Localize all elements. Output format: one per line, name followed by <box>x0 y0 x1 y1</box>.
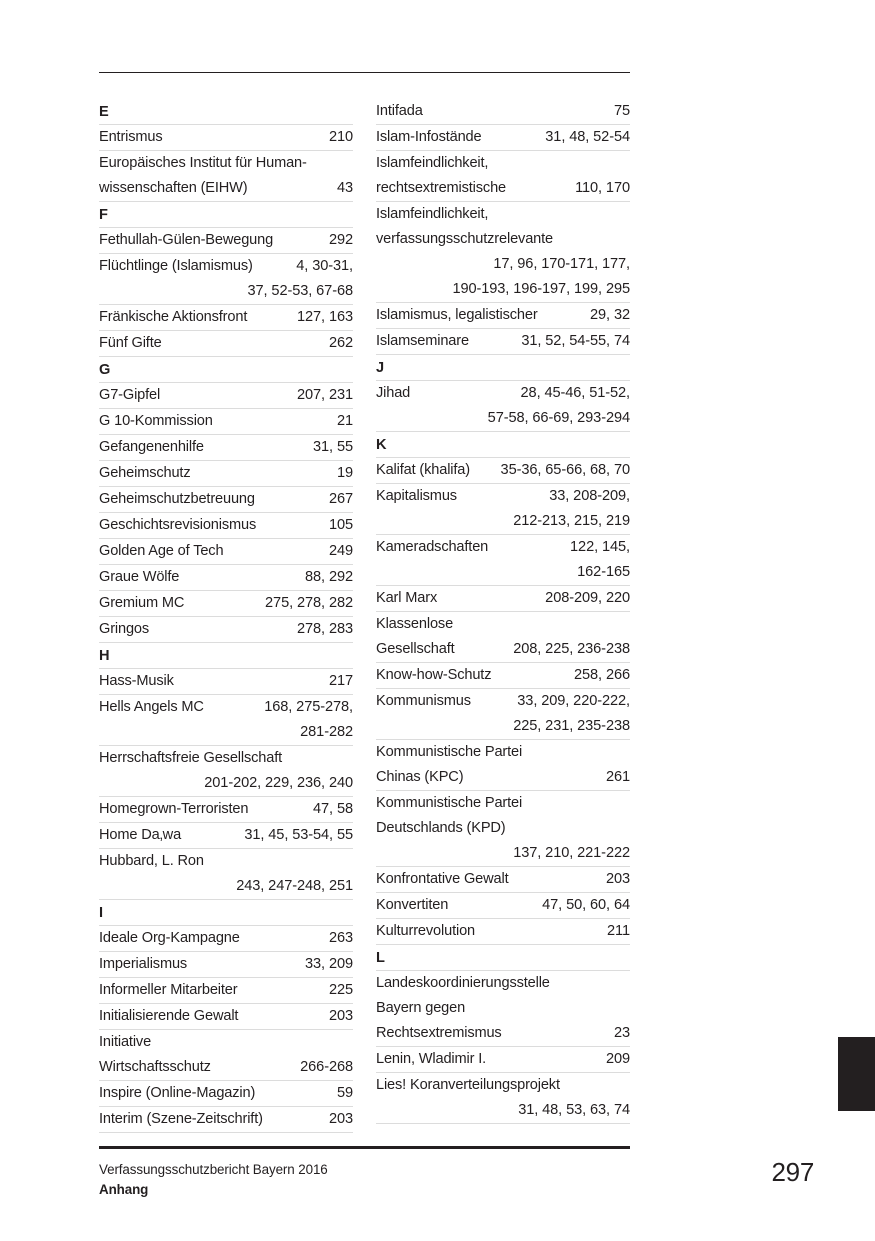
index-letter-heading <box>376 432 630 458</box>
index-entry-pages: 57-58, 66-69, 293-294 <box>487 410 630 426</box>
header-rule <box>99 72 630 73</box>
index-entry-line <box>376 740 630 765</box>
index-entry-term: Jihad <box>376 385 411 401</box>
index-entry <box>99 305 353 331</box>
index-entry-line <box>99 720 353 745</box>
index-entry-pages: 203 <box>605 871 630 887</box>
index-entry-term: Kalifat (khalifa) <box>376 462 470 478</box>
index-entry-line <box>376 125 630 150</box>
index-entry <box>376 919 630 945</box>
index-entry <box>99 1030 353 1081</box>
index-entry-line <box>99 771 353 796</box>
index-entry-pages: 19 <box>336 465 353 481</box>
page-edge-tab <box>838 1037 875 1111</box>
index-entry-line <box>99 797 353 822</box>
index-entry-term: Inspire (Online-Magazin) <box>99 1085 256 1101</box>
index-entry-pages: 243, 247-248, 251 <box>236 878 353 894</box>
index-entry <box>99 1081 353 1107</box>
index-entry-term: Wirtschaftsschutz <box>99 1059 211 1075</box>
index-entry-line <box>99 952 353 977</box>
index-entry-pages: 263 <box>328 930 353 946</box>
index-entry-line <box>376 252 630 277</box>
index-entry-line <box>99 695 353 720</box>
index-entry-line <box>99 125 353 150</box>
index-entry-pages: 122, 145, <box>570 539 630 555</box>
index-entry <box>99 435 353 461</box>
index-entry-pages: 292 <box>328 232 353 248</box>
index-entry-pages: 266-268 <box>300 1059 353 1075</box>
index-entry-pages: 33, 209, 220-222, <box>517 693 630 709</box>
index-entry-line <box>376 560 630 585</box>
index-entry-pages: 31, 55 <box>313 439 353 455</box>
index-entry <box>376 663 630 689</box>
index-entry-line <box>99 591 353 616</box>
index-entry-pages: 201-202, 229, 236, 240 <box>204 775 353 791</box>
index-entry-line <box>99 849 353 874</box>
index-entry-line <box>99 383 353 408</box>
index-letter-label: K <box>376 437 387 453</box>
index-entry-pages: 31, 45, 53-54, 55 <box>244 827 353 843</box>
index-entry-pages: 17, 96, 170-171, 177, <box>493 256 630 272</box>
index-entry-line <box>376 663 630 688</box>
index-entry-term: Know-how-Schutz <box>376 667 492 683</box>
index-entry-term: Home Da‚wa <box>99 827 182 843</box>
index-entry-term: Herrschaftsfreie Gesellschaft <box>99 750 283 766</box>
index-entry-term: Rechtsextremismus <box>376 1025 502 1041</box>
index-entry-term: Gringos <box>99 621 150 637</box>
index-entry <box>376 329 630 355</box>
index-entry-line <box>99 151 353 176</box>
index-entry-line <box>99 435 353 460</box>
index-letter-heading <box>99 643 353 669</box>
index-entry-term: Islamfeindlichkeit, <box>376 155 489 171</box>
index-entry-line <box>99 279 353 304</box>
index-entry-pages: 281-282 <box>300 724 353 740</box>
index-entry-pages: 110, 170 <box>575 180 630 196</box>
index-entry-term: Graue Wölfe <box>99 569 180 585</box>
index-entry <box>99 228 353 254</box>
index-entry-pages: 207, 231 <box>296 387 353 403</box>
index-entry-pages: 225, 231, 235-238 <box>513 718 630 734</box>
index-letter-label: F <box>99 207 108 223</box>
index-entry-pages: 28, 45-46, 51-52, <box>520 385 630 401</box>
index-entry-line <box>99 176 353 201</box>
index-entry <box>99 617 353 643</box>
index-entry-line <box>376 816 630 841</box>
index-entry-line <box>376 689 630 714</box>
index-entry-term: Europäisches Institut für Human- <box>99 155 307 171</box>
index-entry-line <box>99 1055 353 1080</box>
index-entry <box>376 740 630 791</box>
index-entry-line <box>99 669 353 694</box>
index-entry-line <box>99 1004 353 1029</box>
index-entry-line <box>99 823 353 848</box>
index-entry-term: Kommunismus <box>376 693 471 709</box>
index-entry-pages: 23 <box>613 1025 630 1041</box>
index-entry-pages: 275, 278, 282 <box>265 595 353 611</box>
index-entry <box>99 331 353 357</box>
index-entry-pages: 203 <box>328 1111 353 1127</box>
index-entry <box>99 746 353 797</box>
index-letter-heading <box>99 900 353 926</box>
index-entry-pages: 249 <box>328 543 353 559</box>
index-entry-term: Homegrown-Terroristen <box>99 801 249 817</box>
index-letter-heading <box>99 357 353 383</box>
index-entry <box>99 978 353 1004</box>
page-footer <box>99 1160 639 1200</box>
index-entry-line <box>99 254 353 279</box>
index-entry-line <box>99 487 353 512</box>
index-entry-line <box>376 791 630 816</box>
index-entry-line <box>376 996 630 1021</box>
index-entry <box>376 612 630 663</box>
index-entry-line <box>376 202 630 227</box>
index-entry-pages: 212-213, 215, 219 <box>513 513 630 529</box>
index-entry-pages: 47, 58 <box>313 801 353 817</box>
index-entry-term: Geheimschutz <box>99 465 191 481</box>
index-entry-line <box>99 565 353 590</box>
index-entry-line <box>99 978 353 1003</box>
index-entry <box>376 1073 630 1124</box>
index-entry-line <box>376 99 630 124</box>
index-entry-term: verfassungsschutzrelevante <box>376 231 553 247</box>
index-entry-term: Gesellschaft <box>376 641 455 657</box>
index-entry-pages: 43 <box>336 180 353 196</box>
index-entry-term: Geheimschutzbetreuung <box>99 491 255 507</box>
index-entry-term: Fünf Gifte <box>99 335 162 351</box>
index-letter-heading <box>99 99 353 125</box>
index-entry-line <box>99 617 353 642</box>
index-entry-line <box>376 484 630 509</box>
index-entry-pages: 137, 210, 221-222 <box>513 845 630 861</box>
index-entry-term: Deutschlands (KPD) <box>376 820 506 836</box>
index-entry-pages: 37, 52-53, 67-68 <box>247 283 353 299</box>
index-entry-pages: 162-165 <box>577 564 630 580</box>
index-entry-line <box>99 461 353 486</box>
index-entry-term: Bayern gegen <box>376 1000 466 1016</box>
index-entry-line <box>376 381 630 406</box>
index-entry-line <box>99 409 353 434</box>
index-entry-term: Hass-Musik <box>99 673 174 689</box>
index-entry-pages: 88, 292 <box>305 569 353 585</box>
index-entry-line <box>376 406 630 431</box>
index-letter-label: G <box>99 362 111 378</box>
index-letter-heading <box>376 355 630 381</box>
index-entry-pages: 211 <box>607 923 630 939</box>
index-letter-label: E <box>99 104 109 120</box>
index-entry-line <box>99 513 353 538</box>
footer-section-title: Anhang <box>99 1182 149 1197</box>
index-entry-line <box>376 586 630 611</box>
index-entry-term: Gefangenenhilfe <box>99 439 204 455</box>
index-entry <box>376 893 630 919</box>
index-entry-pages: 261 <box>605 769 630 785</box>
index-entry <box>99 125 353 151</box>
index-entry-line <box>99 926 353 951</box>
index-entry <box>376 791 630 867</box>
index-entry-term: Fethullah-Gülen-Bewegung <box>99 232 274 248</box>
index-entry-line <box>376 509 630 534</box>
index-entry-term: Islamismus, legalistischer <box>376 307 538 323</box>
index-entry-pages: 190-193, 196-197, 199, 295 <box>452 281 630 297</box>
index-entry <box>99 383 353 409</box>
index-entry-line <box>376 535 630 560</box>
index-entry-term: Kapitalismus <box>376 488 457 504</box>
index-entry-pages: 168, 275-278, <box>264 699 353 715</box>
index-entry-pages: 262 <box>328 335 353 351</box>
index-entry <box>376 458 630 484</box>
index-entry-line <box>99 1030 353 1055</box>
index-entry-term: Chinas (KPC) <box>376 769 464 785</box>
index-entry-line <box>376 867 630 892</box>
index-entry-term: Kameradschaften <box>376 539 489 555</box>
index-entry-pages: 127, 163 <box>296 309 353 325</box>
index-entry-pages: 31, 52, 54-55, 74 <box>521 333 630 349</box>
index-entry-term: Gremium MC <box>99 595 185 611</box>
index-entry-term: Initiative <box>99 1034 152 1050</box>
index-entry-pages: 258, 266 <box>573 667 630 683</box>
index-letter-label: L <box>376 950 385 966</box>
index-entry-line <box>376 176 630 201</box>
index-entry-line <box>99 228 353 253</box>
index-entry-pages: 203 <box>328 1008 353 1024</box>
index-entry-line <box>376 277 630 302</box>
index-entry <box>376 586 630 612</box>
index-entry-pages: 33, 209 <box>305 956 353 972</box>
index-entry <box>376 971 630 1047</box>
index-entry-term: Intifada <box>376 103 423 119</box>
index-entry-term: rechtsextremistische <box>376 180 507 196</box>
index-entry-line <box>376 637 630 662</box>
index-entry-term: Entrismus <box>99 129 163 145</box>
index-entry <box>99 1107 353 1133</box>
index-entry-term: Lies! Koranverteilungsprojekt <box>376 1077 560 1093</box>
index-column-right <box>376 99 630 1124</box>
index-entry-term: G 10-Kommission <box>99 413 213 429</box>
index-entry-pages: 75 <box>613 103 630 119</box>
index-entry <box>376 484 630 535</box>
index-entry <box>376 1047 630 1073</box>
index-entry-term: Fränkische Aktionsfront <box>99 309 248 325</box>
index-entry-term: Informeller Mitarbeiter <box>99 982 238 998</box>
index-entry-term: Konfrontative Gewalt <box>376 871 509 887</box>
index-entry-term: Karl Marx <box>376 590 438 606</box>
index-entry <box>99 151 353 202</box>
index-entry <box>99 409 353 435</box>
index-entry-pages: 31, 48, 53, 63, 74 <box>518 1102 630 1118</box>
index-entry-line <box>376 329 630 354</box>
footer-document-title: Verfassungsschutzbericht Bayern 2016 <box>99 1162 328 1177</box>
index-entry-pages: 278, 283 <box>296 621 353 637</box>
index-entry-term: Imperialismus <box>99 956 188 972</box>
index-letter-label: I <box>99 905 104 921</box>
index-entry-term: Islamfeindlichkeit, <box>376 206 489 222</box>
index-entry-pages: 208-209, 220 <box>545 590 630 606</box>
index-entry-line <box>376 612 630 637</box>
index-entry <box>99 565 353 591</box>
index-entry-pages: 210 <box>328 129 353 145</box>
index-entry <box>376 125 630 151</box>
index-entry-term: Islamseminare <box>376 333 469 349</box>
index-entry-term: Interim (Szene-Zeitschrift) <box>99 1111 263 1127</box>
index-entry <box>99 591 353 617</box>
index-entry <box>99 695 353 746</box>
index-entry-line <box>376 1073 630 1098</box>
index-entry-pages: 29, 32 <box>590 307 630 323</box>
footer-rule <box>99 1146 630 1149</box>
index-letter-heading <box>99 202 353 228</box>
index-entry-pages: 225 <box>328 982 353 998</box>
index-entry-term: Ideale Org-Kampagne <box>99 930 240 946</box>
index-entry-line <box>99 1107 353 1132</box>
index-entry <box>99 461 353 487</box>
index-entry-term: Islam-Infostände <box>376 129 482 145</box>
index-entry-line <box>376 1098 630 1123</box>
index-entry-term: Landeskoordinierungsstelle <box>376 975 550 991</box>
index-entry <box>99 1004 353 1030</box>
index-entry-term: Kommunistische Partei <box>376 795 523 811</box>
index-entry-term: Konvertiten <box>376 897 449 913</box>
index-column-left <box>99 99 353 1133</box>
index-entry-pages: 21 <box>336 413 353 429</box>
index-letter-label: H <box>99 648 110 664</box>
index-entry <box>99 797 353 823</box>
index-entry <box>99 487 353 513</box>
index-entry <box>99 823 353 849</box>
index-entry-term: G7-Gipfel <box>99 387 161 403</box>
index-entry-line <box>99 331 353 356</box>
index-entry <box>376 202 630 303</box>
index-entry-term: Golden Age of Tech <box>99 543 224 559</box>
index-entry-line <box>376 151 630 176</box>
index-entry <box>376 99 630 125</box>
index-entry <box>376 689 630 740</box>
index-entry-line <box>99 539 353 564</box>
index-entry <box>99 849 353 900</box>
index-entry <box>99 513 353 539</box>
index-entry-term: Initialisierende Gewalt <box>99 1008 239 1024</box>
index-entry-line <box>376 919 630 944</box>
index-entry-pages: 59 <box>336 1085 353 1101</box>
index-entry <box>99 669 353 695</box>
index-entry-pages: 208, 225, 236-238 <box>513 641 630 657</box>
page-number: 297 <box>771 1157 814 1187</box>
index-entry-line <box>99 1081 353 1106</box>
index-entry-line <box>376 1047 630 1072</box>
index-entry-pages: 217 <box>328 673 353 689</box>
index-entry-line <box>376 893 630 918</box>
index-entry-line <box>99 874 353 899</box>
index-entry-pages: 35-36, 65-66, 68, 70 <box>500 462 630 478</box>
index-entry-line <box>376 765 630 790</box>
index-entry-line <box>376 303 630 328</box>
index-entry <box>99 926 353 952</box>
index-letter-heading <box>376 945 630 971</box>
index-entry <box>376 535 630 586</box>
index-entry-term: Lenin, Wladimir I. <box>376 1051 487 1067</box>
index-entry <box>376 381 630 432</box>
index-entry-line <box>376 714 630 739</box>
index-entry-line <box>376 1021 630 1046</box>
index-entry <box>376 151 630 202</box>
index-entry-term: Kulturrevolution <box>376 923 476 939</box>
index-entry-pages: 209 <box>605 1051 630 1067</box>
index-entry-pages: 267 <box>328 491 353 507</box>
index-entry <box>376 867 630 893</box>
index-letter-label: J <box>376 360 385 376</box>
index-entry-pages: 31, 48, 52-54 <box>545 129 630 145</box>
index-entry-term: Geschichtsrevisionismus <box>99 517 257 533</box>
index-entry-pages: 4, 30-31, <box>296 258 353 274</box>
index-entry-line <box>376 841 630 866</box>
index-entry-pages: 47, 50, 60, 64 <box>542 897 630 913</box>
index-entry-pages: 105 <box>328 517 353 533</box>
index-entry-term: Hells Angels MC <box>99 699 204 715</box>
index-entry <box>99 254 353 305</box>
index-entry <box>99 539 353 565</box>
index-entry-term: Kommunistische Partei <box>376 744 523 760</box>
index-entry <box>376 303 630 329</box>
index-entry-pages: 33, 208-209, <box>549 488 630 504</box>
index-entry <box>99 952 353 978</box>
index-entry-term: wissenschaften (EIHW) <box>99 180 248 196</box>
index-entry-line <box>376 971 630 996</box>
index-entry-term: Hubbard, L. Ron <box>99 853 204 869</box>
index-entry-term: Klassenlose <box>376 616 454 632</box>
index-entry-line <box>376 458 630 483</box>
index-entry-line <box>99 746 353 771</box>
index-entry-term: Flüchtlinge (Islamismus) <box>99 258 253 274</box>
index-entry-line <box>99 305 353 330</box>
index-entry-line <box>376 227 630 252</box>
